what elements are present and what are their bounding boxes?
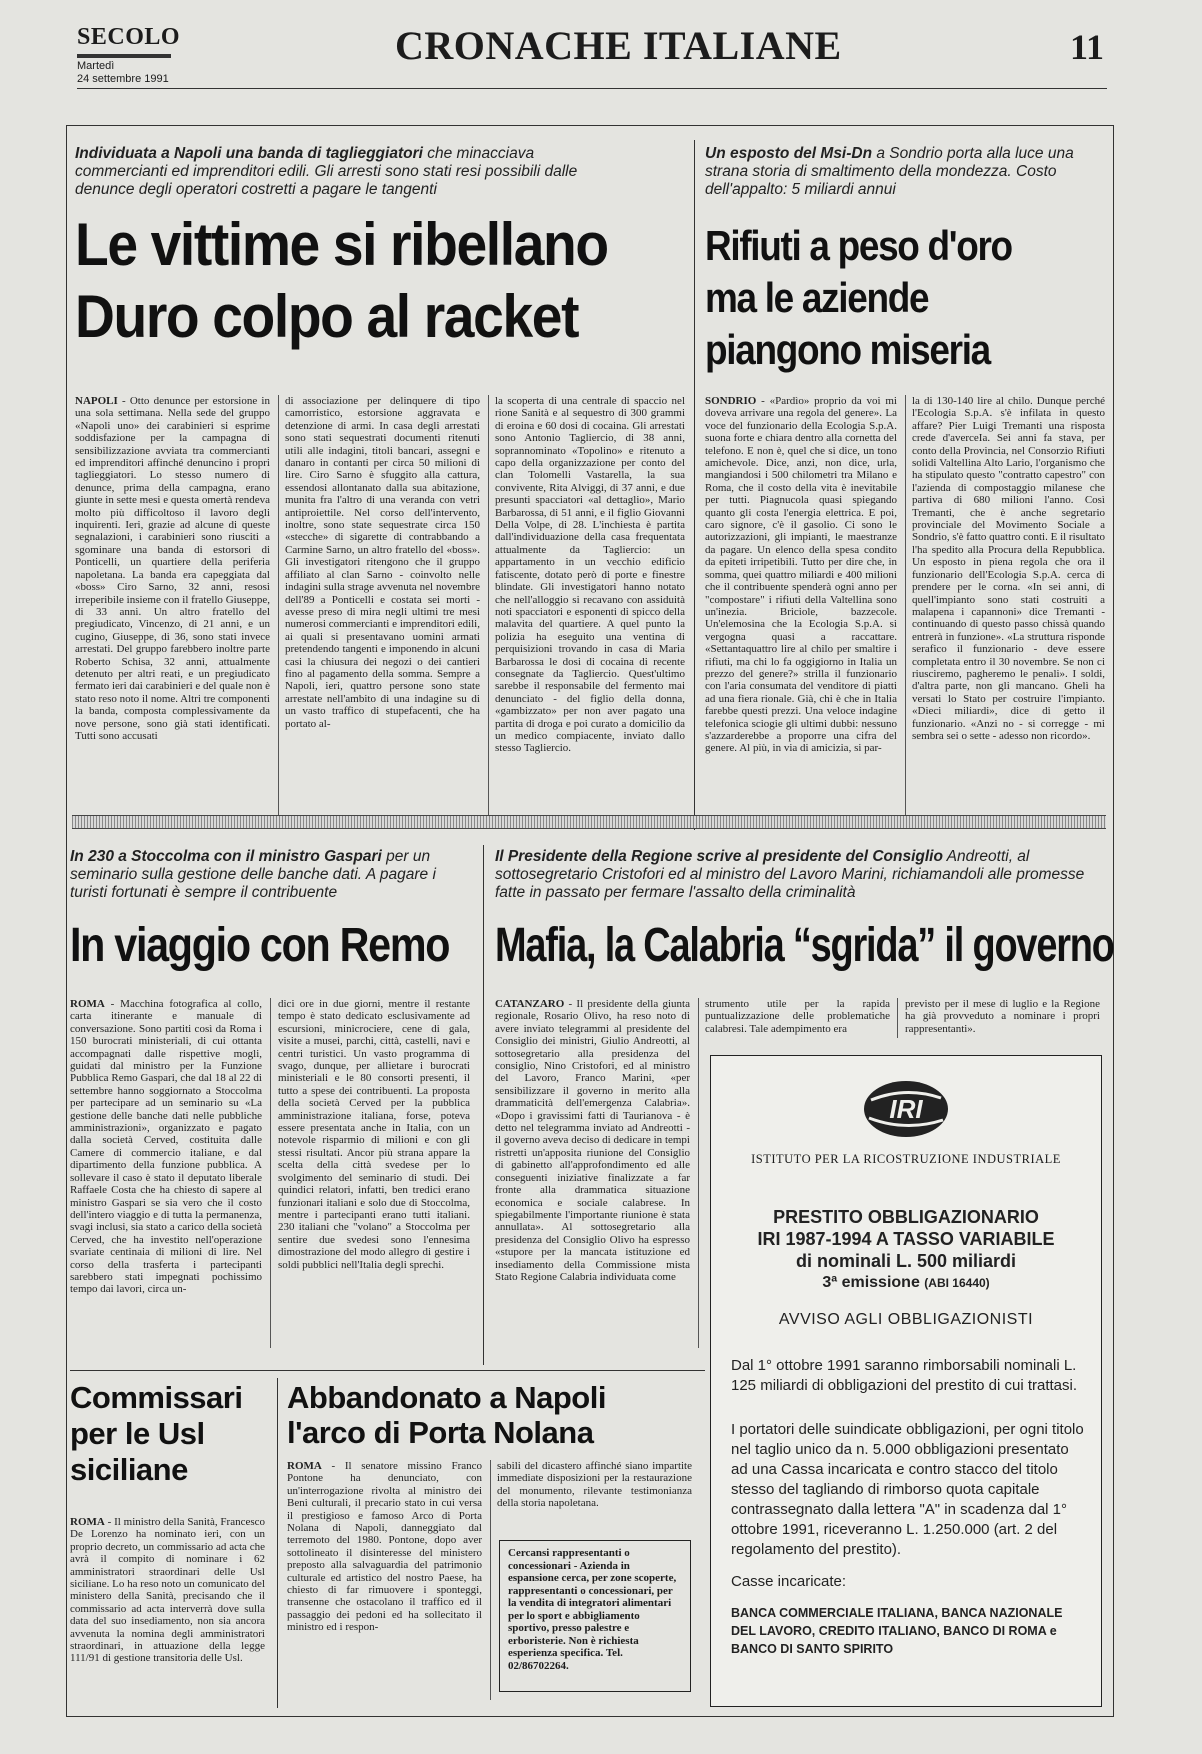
story-calabria-col-divider-1: [698, 998, 699, 1348]
iri-emission: 3ª emissione: [822, 1274, 920, 1291]
lower-section-rule: [70, 1370, 705, 1371]
story-calabria-column-3: previsto per il mese di luglio e la Regione ha già provveduto a nominare i propri rappresentanti».: [905, 998, 1100, 1035]
top-stories-divider: [694, 140, 695, 830]
story-usl-body: [70, 1516, 265, 1706]
story-nolana-col-divider: [490, 1460, 491, 1700]
story-calabria-kicker: [495, 848, 1085, 902]
story-racket-headline-line2: Duro colpo al racket: [75, 283, 579, 350]
iri-institute-name: ISTITUTO PER LA RICOSTRUZIONE INDUSTRIALE: [751, 1152, 1061, 1166]
story-remo: [70, 848, 470, 1358]
story-usl: [70, 1380, 270, 1710]
story-racket-column-1-text: - Otto denunce per estorsione in una sola settimana. Nella sede del gruppo «Napoli uno» dei carabinieri si esprime soddisfazione per la campagna di sensibilizzazione avviata tra commercianti ed imprenditori affinché denuncino i propri taglieggiatori. Lo stesso numero di denunce, prima della campagna, erano giunte in sette mesi e questa omertà rendeva molto più difficoltoso il lavoro degli inquirenti. Ieri, grazie ad alcune di queste segnalazioni, i carabinieri sono riusciti a sgominare una banda di estorsori di Ponticelli, un quartiere della periferia napoletana. La banda era capeggiata dal «boss» Ciro Sarno, 32 anni, resosi irreperibile insieme con il fratello Giuseppe, di 33 anni. Un altro fratello del pregiudicato, Vincenzo, di 21 anni, e un cugino, Giuseppe, di 36, sono stati invece arrestati. Del gruppo farebbero inoltre parte Roberto Schisa, 32 anni, attualmente detenuto per altri reati, e un pregiudicato fermato ieri dai carabinieri e del quale non è stato reso noto il nome. Altri tre componenti la banda, composta complessivamente da nove persone, sono già stati identificati. Tutti sono accusati: [75, 395, 270, 742]
story-rifiuti-headline-line3: piangono miseria: [705, 326, 990, 373]
story-racket-column-3: la scoperta di una centrale di spaccio nel rione Sanità e al sequestro di 300 grammi di eroina e 60 dosi di cocaina. Gli arrestati sono Antonio Tagliercio, di 38 anni, soprannominato «Topolino» e ritenuto a capo della organizzazione per conto del clan Tolomelli Vastarella, la sua convivente, Rita Alviggi, di 37 anni, e due presunti spacciatori «al dettaglio», Mario Barbarossa, di 51 anni, e il figlio Giovanni Della Volpe, di 28. L'inchiesta è partita dall'individuazione della casa frequentata attualmente da Tagliercio: un appartamento in un vecchio edificio fatiscente, dotato però di porte e finestre blindate. Gli investigatori hanno notato che nell'alloggio si recavano con assiduità noti spacciatori e esponenti di spicco della malavita del quartiere. A quel punto la polizia ha eseguito una ventina di perquisizioni trovando in casa di Maria Barbarossa le dosi di cocaina di recente consegnate da Tagliercio. Quest'ultimo sarebbe il responsabile del fermento mai denunciato - del figlio della donna, «gambizzato» per non aver pagato una partita di droga e poi curato a domicilio da un medico compiacente, inviato dallo stesso Tagliercio.: [495, 395, 685, 755]
story-rifiuti: [705, 145, 1105, 835]
story-rifiuti-kicker: [705, 145, 1085, 199]
story-racket: [75, 145, 685, 835]
classified-ad: Cercansi rappresentanti o concessionari - Azienda in espansione cerca, per zone scoperte, rappresentanti o concessionari, per la vendita di integratori alimentari per lo sport e abbigliamento sportivo, presso palestre e erboristerie. Non è richiesta esperienza specifica. Tel. 02/86702264.: [499, 1540, 691, 1692]
story-usl-headline-line2: per le Usl: [70, 1416, 205, 1451]
iri-title-line3: di nominali L. 500 miliardi: [795, 1251, 1017, 1271]
story-racket-kicker: [75, 145, 615, 199]
story-calabria-dateline: CATANZARO: [495, 998, 565, 1010]
iri-paragraph-2: I portatori delle suindicate obbligazioni, per ogni titolo nel taglio unico da n. 5.000 obbligazioni presentato ad una Cassa incaricata e contro stacco del titolo stesso del tagliando di rimborso quota capitale contrassegnato dalla lettera "A" in scadenza dal 1° ottobre 1991, riceveranno L. 1.250.000 (art. 2 del regolamento del prestito).: [731, 1421, 1084, 1558]
story-remo-column-2: dici ore in due giorni, mentre il restante tempo è stato dedicato esclusivamente ad escursioni, minicrociere, cene di gala, visite a musei, parchi, città, castelli, navi e centri turistici. Un vasto programma di svago, dunque, per allietare i burocrati ministeriali e le 80 consorti presenti, il tutto a spese dei contribuenti. La proposta della società Cerved per la pubblica amministrazione italiana, forse, poteva essere presentata anche in Italia, con un notevole risparmio di milioni e con gli stessi risultati. Ancor più strana appare la scelta della città svedese per lo svolgimento del seminario di studi. Dei quindici relatori, infatti, ben tredici erano funzionari italiani e solo due di Stoccolma, mentre i partecipanti erano tutti italiani. 230 italiani che "volano" a Stoccolma per sentire due svedesi sono l'ennesima dimostrazione del modo allegro di gestire i soldi pubblici nell'Italia degli sprechi.: [278, 998, 470, 1271]
story-calabria-headline: Mafia, la Calabria “sgrida” il governo: [495, 919, 1114, 972]
page-number: 11: [1070, 27, 1105, 67]
iri-title-line4: [711, 1273, 1101, 1293]
issue-date: 24 settembre 1991: [77, 73, 169, 85]
masthead-rule: [77, 88, 1107, 89]
story-racket-column-2: di associazione per delinquere di tipo camorristico, estorsione aggravata e detenzione di armi. In casa degli arrestati sono stati sequestrati documenti ritenuti utili alle indagini, titoli bancari, assegni e danaro in contanti per circa 50 milioni di lire. Ciro Sarno è sfuggito alla cattura, essendosi allontanato dalla sua abitazione, munita fra l'altro di una veranda con vetri antiproiettile. Nel corso dell'intervento, inoltre, sono state sequestrate circa 150 «stecche» di sigarette di contrabbando a Carmine Sarno, un altro fratello del «boss». Gli investigatori ritengono che il gruppo affiliato al clan Sarno - coinvolto nelle indagini sulla strage avvenuta nel novembre dell'89 a Ponticelli e costata sei morti - avesse preso di mira negli ultimi tre mesi numerosi commercianti e imprenditori edili, ai quali si presentavano uomini armati pretendendo tangenti e imponendo in alcuni casi la chiusura dei negozi o dei cantieri fino al pagamento della somma. Sempre a Napoli, ieri, quattro persone sono state arrestate nell'ambito di una indagine su di un vasto traffico di stupefacenti, che ha portato al-: [285, 395, 480, 730]
story-rifiuti-headline-line1: Rifiuti a peso d'oro: [705, 222, 1012, 269]
story-rifiuti-kicker-rest: a Sondrio porta alla luce una strana storia di smaltimento della mondezza. Costo dell'appalto: 5 miliardi annui: [705, 145, 1074, 198]
story-rifiuti-column-1-text: - «Pardìo» proprio da voi mi doveva arrivare una regola del genere». La voce del funzionario della Ecologia S.p.A. suona forte e chiara dentro alla cornetta del telefono. E non è, quel che si dice, un tono amichevole. Dice, anzi, non dice, urla, mangiandosi i 500 chilometri tra Milano e Roma, che il costo della vita è inevitabile per tutti. Piagnucola quasi spiegando quanto gli costa l'energia elettrica. E poi, caro signore, c'è il gasolio. Ci sono le autorizzazioni, gli impianti, le maestranze da pagare. Un elenco della spesa condito da epiteti irripetibili. Tutto per dire che, in somma, quei quattro miliardi e 400 milioni che il contribuente spenderà ogni anno per "compostare" i rifiuti della Valtellina sono un'inezia. Briciole, bazzecole. Un'elemosina che la Ecologia S.p.A. si vergogna quasi a raccattare. «Settantaquattro lire al chilo per smaltire i rifiuti, ma chi lo fa oggigiorno in Italia un prezzo del genere?» strilla il funzionario con l'aria consumata del venditore di piatti ad una fiera rionale. Già, chi è che in Italia farebbe questi prezzi. Una veloce indagine telefonica sciogie gli ultimi dubbi: nessuno s'azzarderebbe a proporre una cifra del genere. Al più, in via di amicizia, si par-: [705, 395, 897, 755]
story-remo-kicker: [70, 848, 465, 902]
story-nolana-column-2: sabili del dicastero affinché siano impartite immediate disposizioni per la restaurazione del monumento, rilevante testimonianza della storia napoletana.: [497, 1460, 692, 1510]
story-remo-kicker-rest: per un seminario sulla gestione delle banche dati. A pagare i turisti fortunati è sempre il contribuente: [70, 848, 436, 901]
story-racket-col-divider-1: [278, 395, 279, 825]
story-racket-column-1: [75, 395, 270, 830]
story-usl-dateline: ROMA: [70, 1516, 105, 1528]
story-racket-dateline: NAPOLI: [75, 395, 118, 407]
story-nolana-headline-line2: l'arco di Porta Nolana: [287, 1415, 594, 1450]
story-remo-headline: In viaggio con Remo: [70, 919, 450, 972]
story-rifiuti-column-2: la di 130-140 lire al chilo. Dunque perché l'Ecologia S.p.A. s'è infilata in questo affare? Pier Luigi Tremanti una risposta crede d'averceIa. Sei anni fa stava, per conto della Provincia, nel Consorzio Rifiuti solidi Valtellina Alto Lario, l'organismo che ha stipulato questo "contratto capestro" con l'azienda di compostaggio milanese che partiva di 680 milioni l'anno. Così Tremanti, che è anche segretario provinciale del Movimento Sociale a Sondrio, s'è fatto quattro conti. E il risultato l'ha spedito alla Procura della Repubblica. Un esposto in piena regola che ora il funzionario dell'Ecologia S.p.A. cerca di prendere per le corna. «In sei anni, di quell'impianto sono stati costruiti a malapena i capannoni» dice Tremanti - continuando di questo passo chissà quando entrerà in funzione». «La struttura risponde serafico il funzionario - deve essere completata entro il 30 novembre. Se non ci riusciremo, pagheremo le penali». I soldi, d'altra parte, non gli mancano. Ghelì ha versati lo Stato per costruire l'impianto. «Dieci miliardi», dice di getto il funzionario. «Anzi no - si corregge - mi sembra sei o sette - adesso non ricordo».: [912, 395, 1105, 742]
story-racket-col-divider-2: [488, 395, 489, 825]
newspaper-name-underline: [77, 54, 171, 58]
story-rifiuti-col-divider: [905, 395, 906, 825]
iri-casse-label: Casse incaricate:: [731, 1573, 847, 1590]
story-remo-column-1: [70, 998, 262, 1353]
iri-title-line2: IRI 1987-1994 A TASSO VARIABILE: [757, 1229, 1055, 1249]
story-remo-column-1-text: - Macchina fotografica al collo, carta itinerante e manuale di conversazione. Sono partiti così da Roma i 150 burocrati ministeriali, di cui ottanta accompagnati dalle rispettive mogli, guidati dal ministro per la Funzione Pubblica Remo Gaspari, che dal 18 al 22 di settembre hanno soggiornato a Stoccolma per partecipare ad un seminario su «La gestione delle banche dati nelle pubbliche amministrazioni», organizzato e pagato dalla società Cerved, costituita dalle Camere di commercio italiane, e dal dipartimento della funzione pubblica. A sollevare il caso è stato il deputato liberale Raffaele Costa che ha chiesto di sapere al ministro Gaspari se sia vero che il costo dell'intero viaggio e di tutta la permanenza, svagi inclusi, sia stato a carico della società Cerved, che ha investito nell'operazione svariate centinaia di milioni di lire. Nel corso della trasferta i partecipanti sarebbero stati impegnati pochissimo tempo dai lavori, circa un-: [70, 998, 262, 1296]
story-nolana: [287, 1380, 697, 1710]
story-racket-kicker-rest: che minacciava commercianti ed imprenditori edili. Gli arresti sono stati resi possibili dalle denunce degli operatori costretti a pagare le tangenti: [75, 145, 578, 198]
story-nolana-column-1: [287, 1460, 482, 1705]
story-usl-body-text: - Il ministro della Sanità, Francesco De Lorenzo ha nominato ieri, con un proprio decreto, un commissario ad acta che avrà il compito di nominare i 62 amministratori straordinari delle Usl siciliane. Lo ha reso noto un comunicato del ministero della Sanità, precisando che il commissario ad acta interverrà dove sulla data del suo insediamento, non sia ancora avvenuta la nomina degli amministratori straordinari, in attuazione della legge 111/91 di gestione transitoria delle Usl.: [70, 1516, 265, 1665]
iri-logo-text: IRI: [889, 1094, 923, 1124]
iri-abi-code: (ABI 16440): [924, 1276, 990, 1290]
story-calabria-col-divider-2: [897, 998, 898, 1038]
section-title: CRONACHE ITALIANE: [395, 23, 842, 68]
story-racket-kicker-bold: Individuata a Napoli una banda di taglieggiatori: [75, 145, 423, 162]
story-usl-headline-line1: Commissari: [70, 1380, 243, 1415]
iri-logo: [711, 1078, 1101, 1144]
story-nolana-column-1-text: - Il senatore missino Franco Pontone ha denunciato, con un'interrogazione rivolta al ministro dei Beni culturali, il precario stato in cui versa il prestigioso e famoso Arco di Porta Nolana di Napoli, danneggiato dal terremoto del 1980. Pontone, dopo aver sottolineato il disinteresse del ministero preposto alla salvaguardia del patrimonio culturale ed artistico del nostro Paese, ha chiesto di far rimuovere i sponteggi, transenne che ostacolano il traffico ed il passaggio dei pedoni ed ha sollecitato il ministro ed i respon-: [287, 1460, 482, 1634]
usl-divider: [277, 1378, 278, 1708]
iri-notice-title: AVVISO AGLI OBBLIGAZIONISTI: [778, 1311, 1034, 1328]
story-nolana-headline-line1: Abbandonato a Napoli: [287, 1380, 606, 1415]
story-rifiuti-kicker-bold: Un esposto del Msi-Dn: [705, 145, 873, 162]
story-calabria-column-1-text: - Il presidente della giunta regionale, Rosario Olivo, ha reso noto di avere inviato telegrammi al presidente del Consiglio dei ministri, Giulio Andreotti, al sottosegretario alla presidenza del consiglio, Nino Cristofori, ed al ministro del Lavoro, Franco Marini, «per sensibilizzare il governo in merito alla drammaticità dell'emergenza Calabria». «Dopo i gravissimi fatti di Taurianova - è detto nel telegramma inviato ad Andreotti - il governo aveva deciso di dedicare in tempi ristretti un'apposita riunione del Consiglio di gabinetto all'approfondimento ed alle conseguenti iniziative finalizzate a far fronte alla drammatica situazione economica e sociale calabrese. In spiegabilmente l'importante riunione è stata annullata». Al sottosegretario alla presidenza del Consiglio Olivo ha espresso «stupore per la mancata istituzione ed insediamento della Commissione mista Stato Regione Calabria individuata come: [495, 998, 690, 1283]
middle-stories-divider: [483, 845, 484, 1365]
story-calabria-column-2: strumento utile per la rapida puntualizzazione delle problematiche calabresi. Tale adempimento era: [705, 998, 890, 1035]
newspaper-name: SECOLO: [77, 24, 181, 50]
story-rifiuti-headline-line2: ma le aziende: [705, 274, 929, 321]
story-usl-headline-line3: siciliane: [70, 1452, 188, 1487]
iri-paragraph-1: Dal 1° ottobre 1991 saranno rimborsabili nominali L. 125 miliardi di obbligazioni del prestito di cui trattasi.: [731, 1357, 1078, 1394]
iri-title-line1: PRESTITO OBBLIGAZIONARIO: [773, 1207, 1039, 1227]
story-calabria-column-1: [495, 998, 690, 1353]
iri-logo-icon: [861, 1078, 951, 1140]
section-separator-band: [72, 815, 1106, 829]
story-remo-col-divider: [270, 998, 271, 1348]
story-calabria-kicker-bold: Il Presidente della Regione scrive al presidente del Consiglio: [495, 848, 943, 865]
story-calabria-kicker-rest: Andreotti, al sottosegretario Cristofori ed al ministro del Lavoro Marini, richiamandoli alle promesse fatte in passato per fermare l'assalto della criminalità: [495, 848, 1085, 901]
story-racket-headline-line1: Le vittime si ribellano: [75, 211, 608, 278]
story-rifiuti-column-1: [705, 395, 897, 830]
issue-day: Martedì: [77, 60, 115, 72]
story-remo-dateline: ROMA: [70, 998, 105, 1010]
story-remo-kicker-bold: In 230 a Stoccolma con il ministro Gaspari: [70, 848, 382, 865]
masthead: [0, 0, 1202, 110]
iri-banks: BANCA COMMERCIALE ITALIANA, BANCA NAZIONALE DEL LAVORO, CREDITO ITALIANO, BANCO DI ROMA e BANCO DI SANTO SPIRITO: [731, 1606, 1063, 1656]
story-rifiuti-dateline: SONDRIO: [705, 395, 757, 407]
iri-advertisement: [710, 1055, 1102, 1707]
story-nolana-dateline: ROMA: [287, 1460, 322, 1472]
